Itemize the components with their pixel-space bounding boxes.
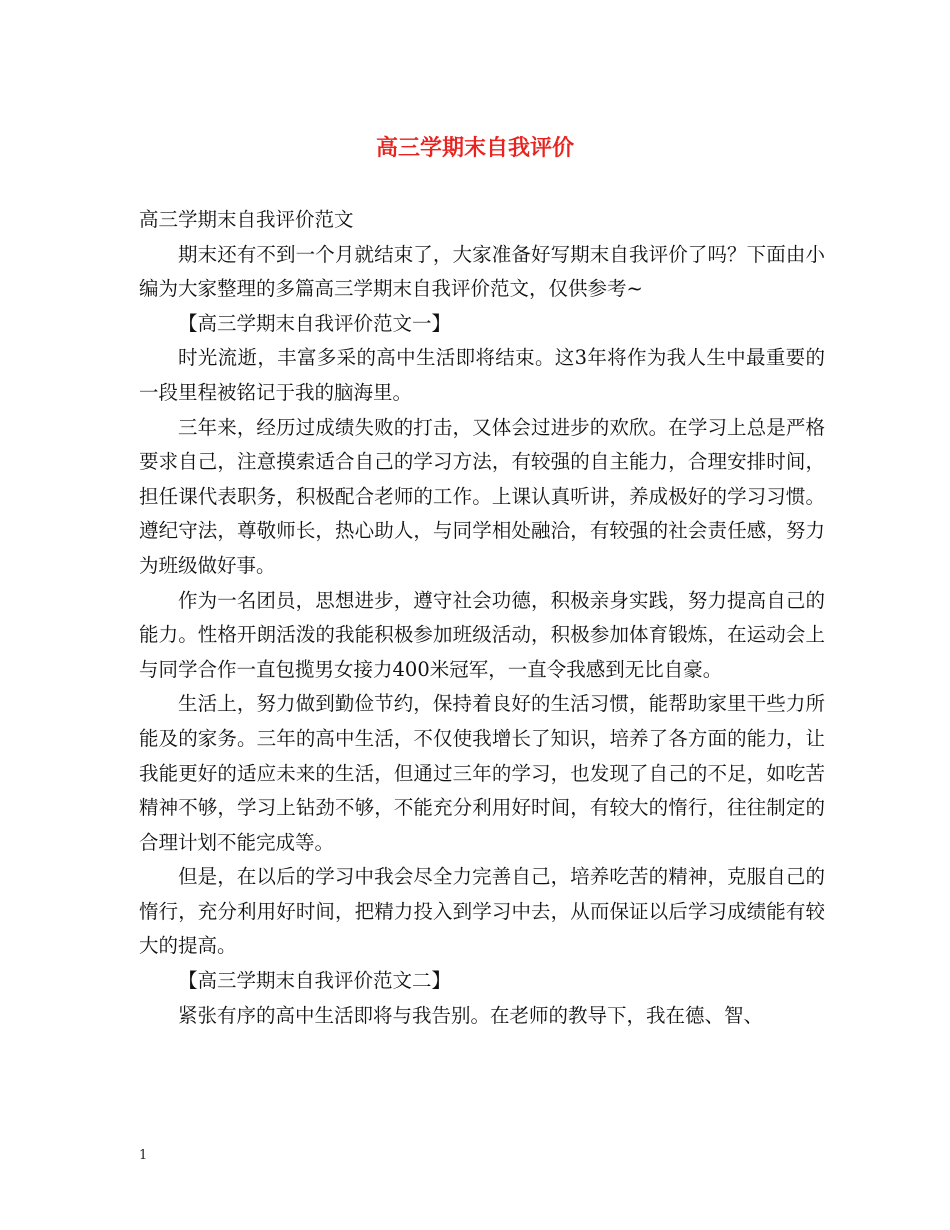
paragraph: 时光流逝，丰富多采的高中生活即将结束。这3年将作为我人生中最重要的一段里程被铭记于我的脑海里。: [139, 346, 825, 404]
paragraph: 作为一名团员，思想进步，遵守社会功德，积极亲身实践，努力提高自己的能力。性格开朗活泼的我能积极参加班级活动，积极参加体育锻炼，在运动会上与同学合作一直包揽男女接力400米冠军，一直令我感到无比自豪。: [139, 588, 825, 681]
paragraph: 紧张有序的高中生活即将与我告别。在老师的教导下，我在德、智、: [178, 1003, 764, 1027]
paragraph: 生活上，努力做到勤俭节约，保持着良好的生活习惯，能帮助家里干些力所能及的家务。三年的高中生活，不仅使我增长了知识，培养了各方面的能力，让我能更好的适应未来的生活，但通过三年的学习，也发现了自己的不足，如吃苦精神不够，学习上钻劲不够，不能充分利用好时间，有较大的惰行，往往制定的合理计划不能完成等。: [139, 692, 825, 854]
paragraph: 三年来，经历过成绩失败的打击，又体会过进步的欢欣。在学习上总是严格要求自己，注意摸索适合自己的学习方法，有较强的自主能力，合理安排时间，担任课代表职务，积极配合老师的工作。上课认真听讲，养成极好的学习习惯。遵纪守法，尊敬师长，热心助人，与同学相处融洽，有较强的社会责任感，努力为班级做好事。: [139, 415, 825, 577]
subtitle: 高三学期末自我评价范文: [139, 208, 354, 231]
page-title: 高三学期末自我评价: [375, 135, 574, 161]
section-heading-one: 【高三学期末自我评价范文一】: [178, 311, 452, 335]
section-heading-two: 【高三学期末自我评价范文二】: [178, 969, 452, 993]
page-number: 1: [139, 1148, 148, 1163]
paragraph-intro: 期末还有不到一个月就结束了，大家准备好写期末自我评价了吗？下面由小编为大家整理的多篇高三学期末自我评价范文，仅供参考~: [139, 242, 825, 301]
paragraph: 但是，在以后的学习中我会尽全力完善自己，培养吃苦的精神，克服自己的惰行，充分利用好时间，把精力投入到学习中去，从而保证以后学习成绩能有较大的提高。: [139, 865, 825, 958]
document-body: [139, 203, 825, 1033]
